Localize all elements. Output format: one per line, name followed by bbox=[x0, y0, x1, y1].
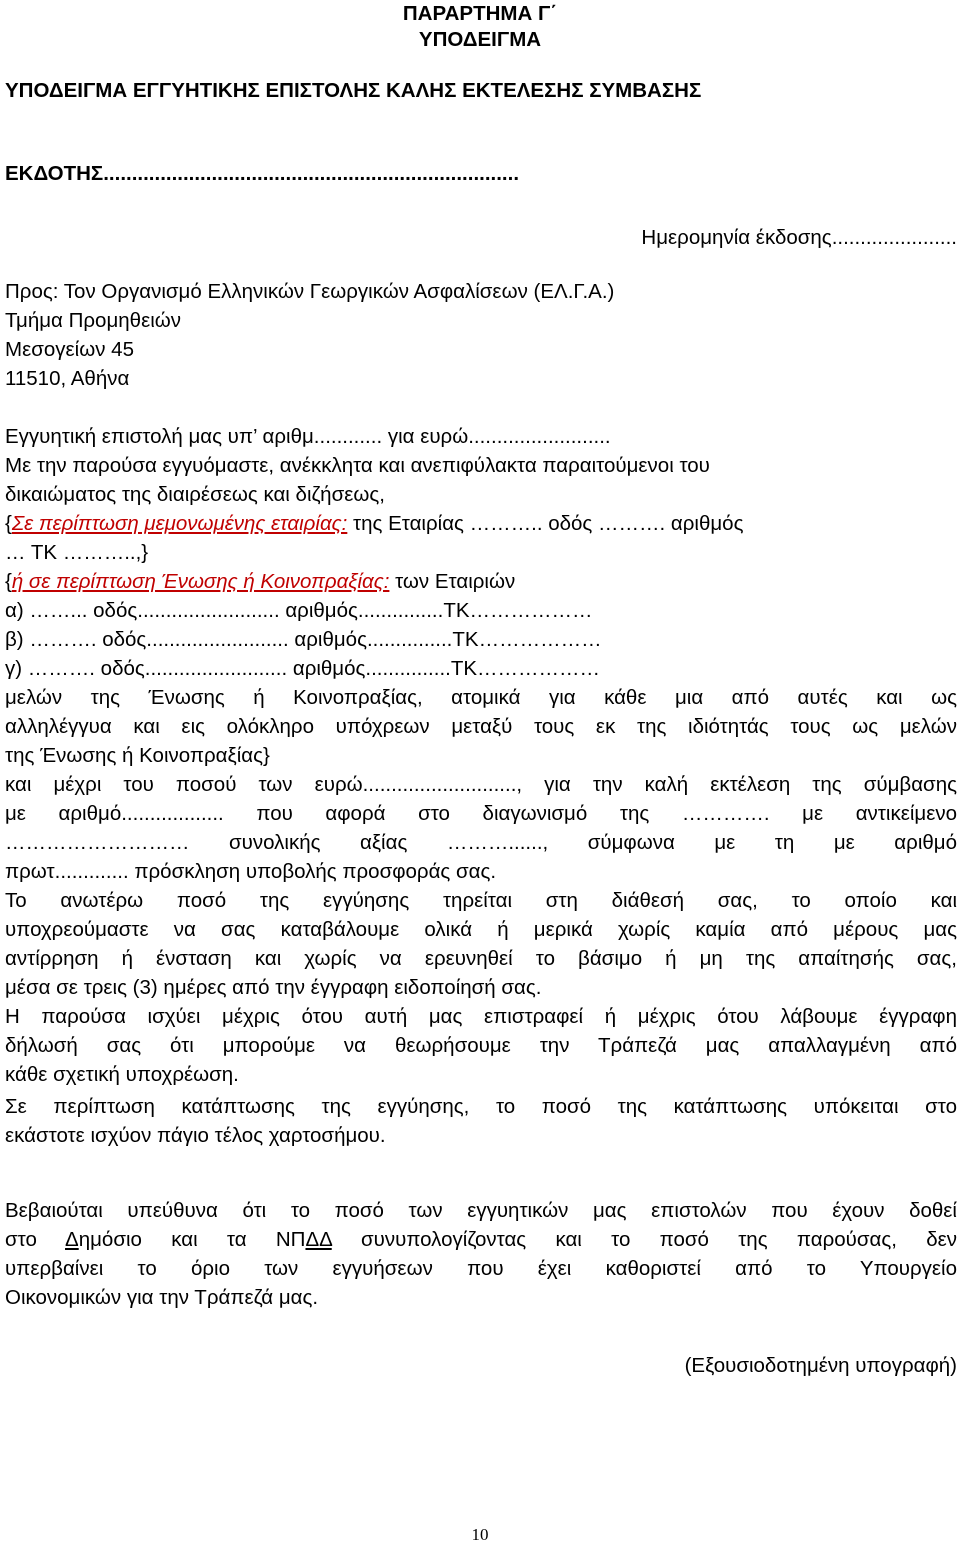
body-line: ……………………… συνολικής αξίας ………......, σύμφωνα με τη με αριθμό bbox=[5, 831, 957, 854]
body-line: αλληλέγγυα και εις ολόκληρο υπόχρεων μεταξύ τους εκ της ιδιότητάς τους ως μελών bbox=[5, 715, 957, 738]
brace: { bbox=[5, 570, 12, 593]
authorized-signature: (Εξουσιοδοτημένη υπογραφή) bbox=[684, 1354, 957, 1377]
consortium-clause bbox=[5, 568, 957, 596]
body-line: μελών της Ένωσης ή Κοινοπραξίας, ατομικά για κάθε μια από αυτές και ως bbox=[5, 686, 957, 709]
public-sector-line: στο Δημόσιο και τα ΝΠΔΔ συνυπολογίζοντας και το ποσό της παρούσας, δεν bbox=[5, 1228, 957, 1251]
single-company-label: Σε περίπτωση μεμονωμένης εταιρίας: bbox=[11, 512, 348, 535]
body-line: δικαιώματος της διαιρέσεως και διζήσεως, bbox=[5, 483, 385, 506]
body-line: της Ένωσης ή Κοινοπραξίας} bbox=[5, 744, 270, 767]
body-line: δήλωσή σας ότι μπορούμε να θεωρήσουμε την Τράπεζά μας απαλλαγμένη από bbox=[5, 1034, 957, 1057]
member-a-line: α) ……... οδός......................... αριθμός...............ΤΚ……………… bbox=[5, 599, 593, 622]
recipient-line-1: Προς: Τον Οργανισμό Ελληνικών Γεωργικών Ασφαλίσεων (ΕΛ.Γ.Α.) bbox=[5, 280, 615, 303]
recipient-line-2: Τμήμα Προμηθειών bbox=[5, 309, 182, 332]
body-line: εκάστοτε ισχύον πάγιο τέλος χαρτοσήμου. bbox=[5, 1124, 386, 1147]
page-number: 10 bbox=[471, 1525, 489, 1544]
body-line: Το ανωτέρω ποσό της εγγύησης τηρείται στη διάθεσή σας, το οποίο και bbox=[5, 889, 957, 912]
sample-heading: ΥΠΟΔΕΙΓΜΑ bbox=[418, 28, 542, 51]
member-b-line: β) ………. οδός......................... αριθμός...............ΤΚ……………… bbox=[5, 628, 602, 651]
body-line: υποχρεούμαστε να σας καταβάλουμε ολικά ή μερικά χωρίς καμία από μέρους μας bbox=[5, 918, 957, 941]
body-line: Με την παρούσα εγγυόμαστε, ανέκκλητα και ανεπιφύλακτα παραιτούμενοι του bbox=[5, 454, 710, 477]
guarantee-reference: Εγγυητική επιστολή μας υπ’ αριθμ............ για ευρώ......................... bbox=[5, 425, 611, 448]
body-line: Σε περίπτωση κατάπτωσης της εγγύησης, το ποσό της κατάπτωσης υπόκειται στο bbox=[5, 1095, 957, 1118]
annex-heading: ΠΑΡΑΡΤΗΜΑ Γ΄ bbox=[402, 2, 558, 25]
issue-date: Ημερομηνία έκδοσης...................... bbox=[641, 226, 957, 249]
body-line: και μέχρι του ποσού των ευρώ..........................., για την καλή εκτέλεση της σύμβασης bbox=[5, 773, 957, 796]
single-company-clause bbox=[5, 510, 957, 538]
brace: { bbox=[5, 512, 12, 535]
body-line: με αριθμό.................. που αφορά στο διαγωνισμό της …………. με αντικείμενο bbox=[5, 802, 957, 825]
recipient-line-3: Μεσογείων 45 bbox=[5, 338, 134, 361]
body-line: Βεβαιούται υπεύθυνα ότι το ποσό των εγγυητικών μας επιστολών που έχουν δοθεί bbox=[5, 1199, 957, 1222]
body-line: αντίρρηση ή ένσταση και χωρίς να ερευνηθεί το βάσιμο ή μη της απαίτησής σας, bbox=[5, 947, 957, 970]
issuer-line: ΕΚΔΟΤΗΣ......................................................................... bbox=[5, 162, 520, 185]
body-line: πρωτ............. πρόσκληση υποβολής προσφοράς σας. bbox=[5, 860, 497, 883]
recipient-line-4: 11510, Αθήνα bbox=[5, 367, 130, 390]
consortium-label: ή σε περίπτωση Ένωσης ή Κοινοπραξίας: bbox=[11, 570, 390, 593]
body-line: υπερβαίνει το όριο των εγγυήσεων που έχει καθοριστεί από το Υπουργείο bbox=[5, 1257, 957, 1280]
body-line: μέσα σε τρεις (3) ημέρες από την έγγραφη ειδοποίησή σας. bbox=[5, 976, 542, 999]
body-line: Οικονομικών για την Τράπεζά μας. bbox=[5, 1286, 319, 1309]
single-company-fields: της Εταιρίας ……….. οδός ………. αριθμός bbox=[347, 512, 744, 535]
body-line: … ΤΚ ………..,} bbox=[5, 541, 149, 564]
body-line: Η παρούσα ισχύει μέχρις ότου αυτή μας επιστραφεί ή μέχρις ότου λάβουμε έγγραφη bbox=[5, 1005, 957, 1028]
member-c-line: γ) ………. οδός......................... αριθμός...............ΤΚ……………… bbox=[5, 657, 601, 680]
consortium-fields: των Εταιριών bbox=[389, 570, 516, 593]
body-line: κάθε σχετική υποχρέωση. bbox=[5, 1063, 239, 1086]
document-title: ΥΠΟΔΕΙΓΜΑ ΕΓΓΥΗΤΙΚΗΣ ΕΠΙΣΤΟΛΗΣ ΚΑΛΗΣ ΕΚΤΕΛΕΣΗΣ ΣΥΜΒΑΣΗΣ bbox=[5, 79, 702, 102]
